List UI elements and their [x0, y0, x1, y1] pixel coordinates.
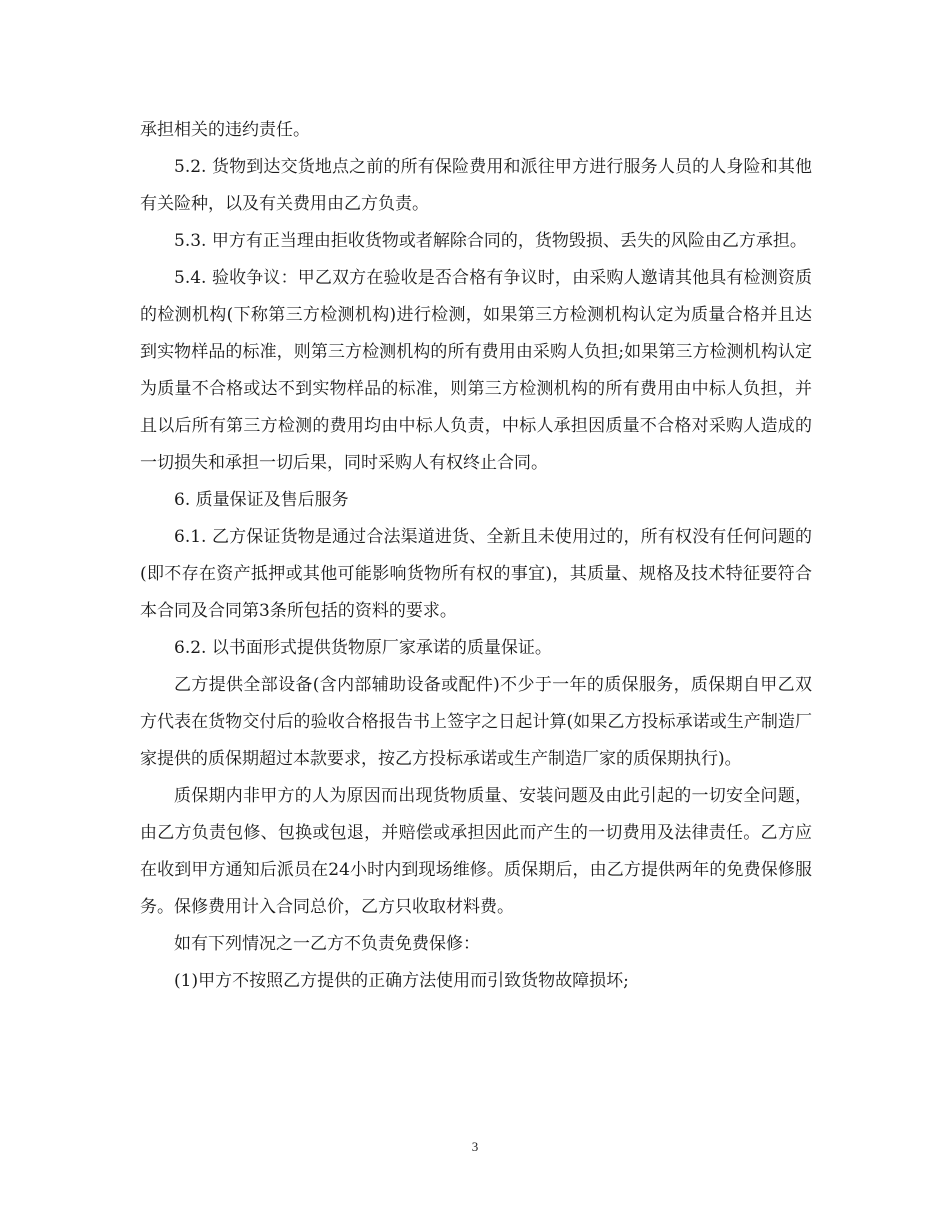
page-number: 3 — [471, 1139, 479, 1154]
paragraph-exclusion-1: (1)甲方不按照乙方提供的正确方法使用而引致货物故障损坏; — [174, 971, 629, 991]
paragraph-6-2: 6.2. 以书面形式提供货物原厂家承诺的质量保证。 — [174, 638, 552, 658]
paragraph-5-2: 5.2. 货物到达交货地点之前的所有保险费用和派往甲方进行服务人员的人身险和其他有关险种，以及有关费用由乙方负责。 — [140, 157, 812, 214]
paragraph-exclusions-intro: 如有下列情况之一乙方不负责免费保修： — [174, 934, 480, 954]
paragraph-5-4: 5.4. 验收争议：甲乙双方在验收是否合格有争议时，由采购人邀请其他具有检测资质的检测机构(下称第三方检测机构)进行检测，如果第三方检测机构认定为质量合格并且达到实物样品的标准，则第三方检测机构的所有费用由采购人负担;如果第三方检测机构认定为质量不合格或达不到实物样品的标准，则第三方检测机构的所有费用由中标人负担，并且以后所有第三方检测的费用均由中标人负责，中标人承担因质量不合格对采购人造成的一切损失和承担一切后果，同时采购人有权终止合同。 — [140, 268, 812, 473]
paragraph-continuation: 承担相关的违约责任。 — [140, 120, 310, 140]
document-body — [140, 112, 812, 1000]
paragraph-warranty-period: 乙方提供全部设备(含内部辅助设备或配件)不少于一年的质保服务，质保期自甲乙双方代表在货物交付后的验收合格报告书上签字之日起计算(如果乙方投标承诺或生产制造厂家提供的质保期超过本款要求，按乙方投标承诺或生产制造厂家的质保期执行)。 — [140, 675, 812, 769]
section-heading-6: 6. 质量保证及售后服务 — [174, 490, 349, 510]
paragraph-warranty-scope: 质保期内非甲方的人为原因而出现货物质量、安装问题及由此引起的一切安全问题，由乙方负责包修、包换或包退，并赔偿或承担因此而产生的一切费用及法律责任。乙方应在收到甲方通知后派员在24小时内到现场维修。质保期后，由乙方提供两年的免费保修服务。保修费用计入合同总价，乙方只收取材料费。 — [140, 786, 812, 917]
paragraph-6-1: 6.1. 乙方保证货物是通过合法渠道进货、全新且未使用过的，所有权没有任何问题的(即不存在资产抵押或其他可能影响货物所有权的事宜)，其质量、规格及技术特征要符合本合同及合同第3条所包括的资料的要求。 — [140, 527, 812, 621]
paragraph-5-3: 5.3. 甲方有正当理由拒收货物或者解除合同的，货物毁损、丢失的风险由乙方承担。 — [174, 231, 807, 251]
